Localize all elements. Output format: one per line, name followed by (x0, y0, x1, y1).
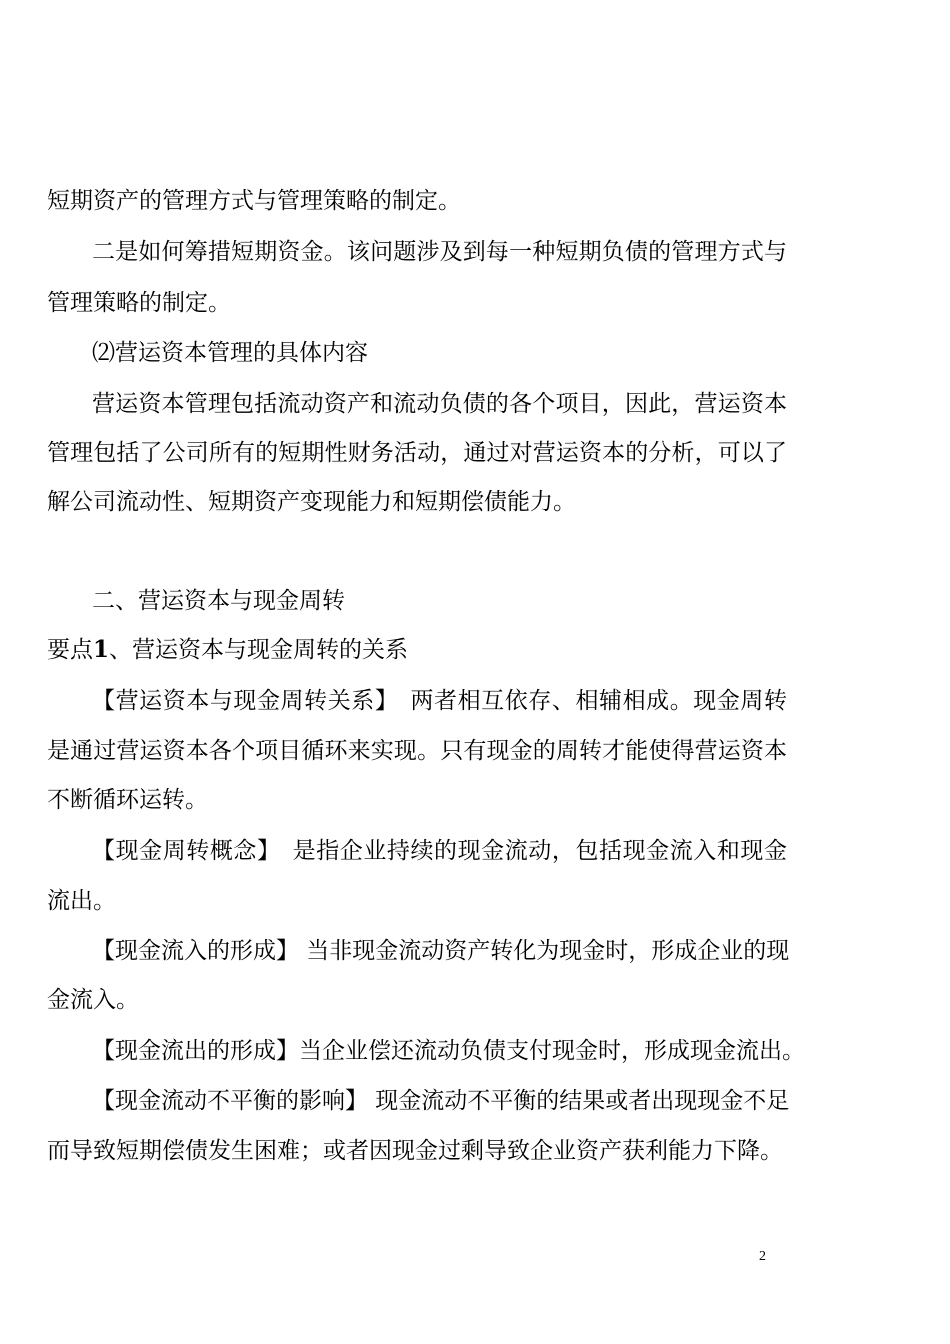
paragraph-line: 管理包括了公司所有的短期性财务活动，通过对营运资本的分析，可以了 (47, 440, 787, 466)
paragraph-line: 二是如何筹措短期资金。该问题涉及到每一种短期负债的管理方式与 (92, 239, 787, 265)
key-point-prefix: 要点 (47, 637, 93, 663)
subheading: ⑵营运资本管理的具体内容 (92, 340, 368, 366)
paragraph-line: 解公司流动性、短期资产变现能力和短期偿债能力。 (47, 489, 576, 515)
paragraph-line: 【现金流出的形成】当企业偿还流动负债支付现金时，形成现金流出。 (92, 1038, 805, 1064)
paragraph-line: 【现金周转概念】 是指企业持续的现金流动，包括现金流入和现金 (92, 838, 787, 864)
key-point-heading (47, 633, 787, 667)
paragraph-line: 不断循环运转。 (47, 787, 208, 813)
key-point-number: 1 (93, 636, 110, 663)
paragraph-line: 【现金流入的形成】 当非现金流动资产转化为现金时，形成企业的现 (92, 938, 790, 964)
key-point-title: 、营运资本与现金周转的关系 (109, 637, 409, 663)
paragraph-line: 【现金流动不平衡的影响】 现金流动不平衡的结果或者出现现金不足 (92, 1088, 790, 1114)
section-heading: 二、营运资本与现金周转 (92, 588, 345, 614)
paragraph-line: 而导致短期偿债发生困难；或者因现金过剩导致企业资产获利能力下降。 (47, 1138, 783, 1164)
paragraph-line: 是通过营运资本各个项目循环来实现。只有现金的周转才能使得营运资本 (47, 738, 787, 764)
paragraph-line: 【营运资本与现金周转关系】 两者相互依存、相辅相成。现金周转 (92, 688, 787, 714)
paragraph-line: 金流入。 (47, 987, 139, 1013)
paragraph-line: 管理策略的制定。 (47, 290, 231, 316)
paragraph-line: 短期资产的管理方式与管理策略的制定。 (47, 188, 461, 214)
paragraph-line: 营运资本管理包括流动资产和流动负债的各个项目，因此，营运资本 (92, 391, 787, 417)
paragraph-line: 流出。 (47, 888, 116, 914)
page-number: 2 (759, 1249, 766, 1264)
